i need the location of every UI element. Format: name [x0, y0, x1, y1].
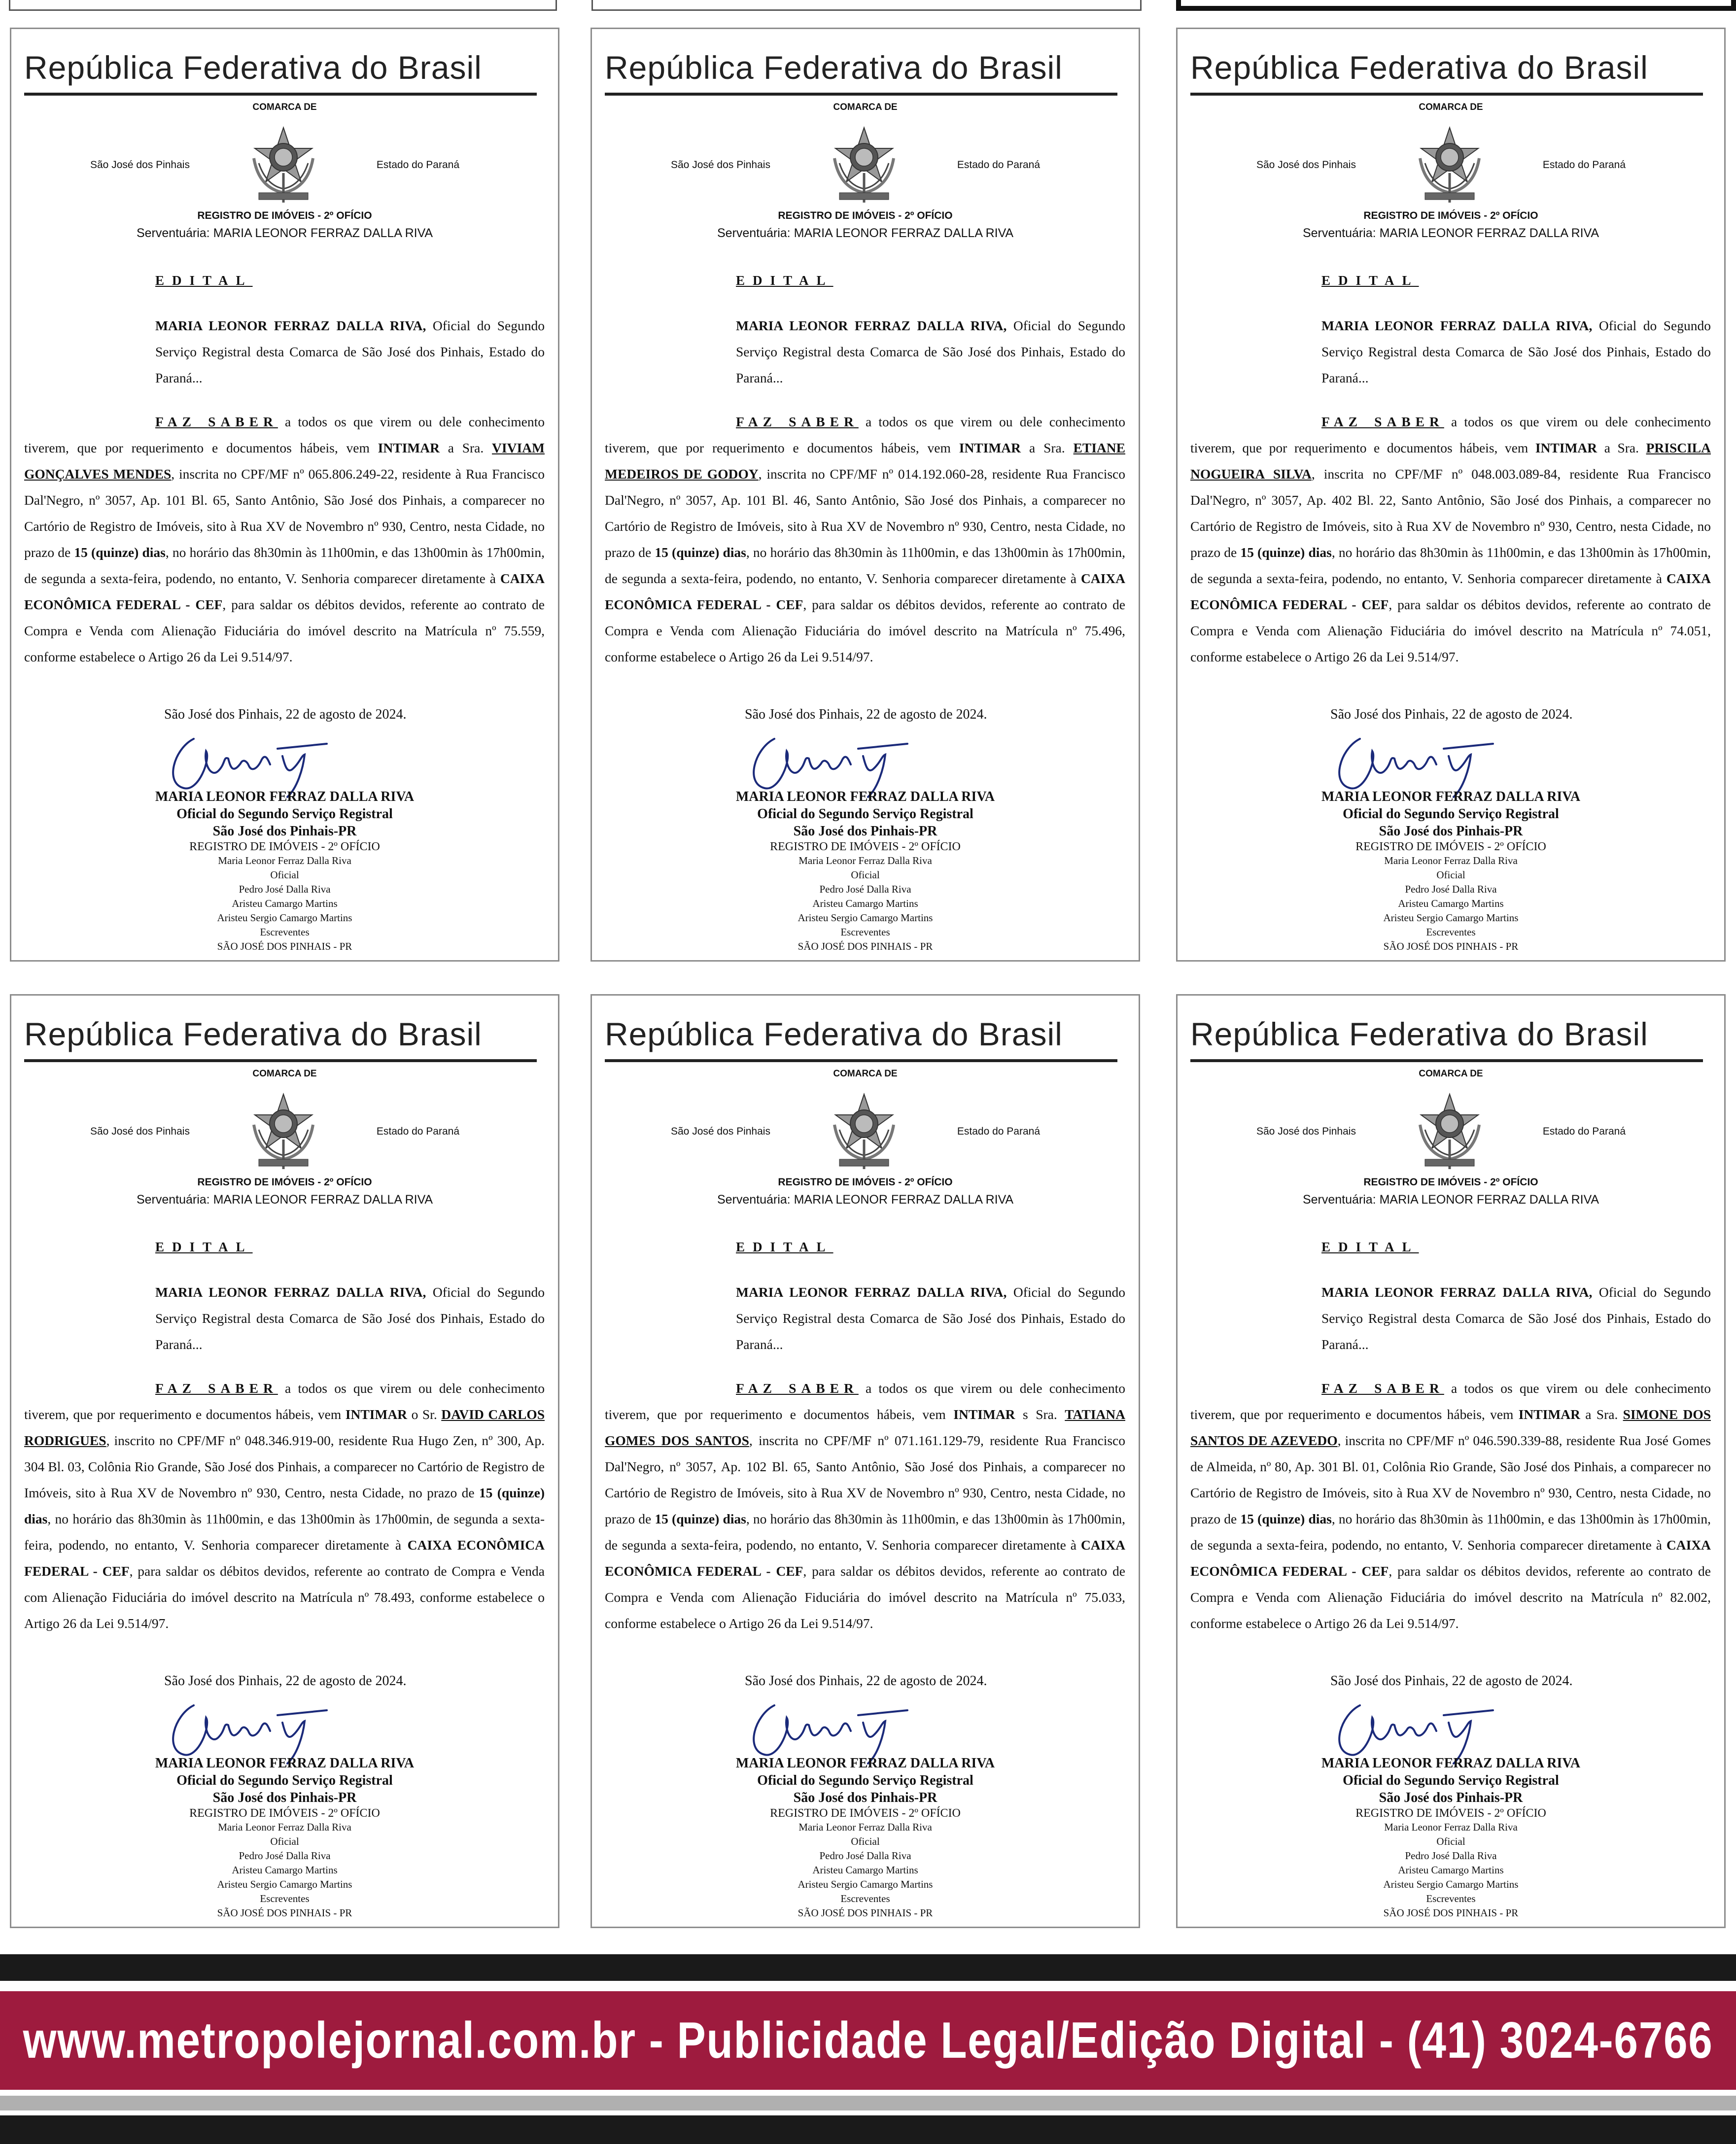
recipient-name: VIVIAM GONÇALVES MENDES	[24, 440, 545, 482]
registry-label: REGISTRO DE IMÓVEIS - 2º OFÍCIO	[778, 210, 953, 221]
notice-date: São José dos Pinhais, 22 de agosto de 2024.	[745, 707, 987, 722]
intro-text: Oficial do Segundo Serviço Registral desta Comarca de São José dos Pinhais, Estado do Paraná...	[155, 1284, 545, 1352]
footer-dark-band	[0, 1954, 1736, 1981]
stamp-line: Maria Leonor Ferraz Dalla Riva	[799, 1821, 932, 1833]
edital-notice	[1176, 994, 1726, 1928]
stamp-line: Pedro José Dalla Riva	[819, 1850, 911, 1862]
stamp-line: Escreventes	[260, 1893, 310, 1904]
edital-heading: EDITAL	[1321, 1240, 1419, 1254]
stamp-line: Aristeu Sergio Camargo Martins	[217, 912, 352, 924]
notice-body	[24, 1375, 545, 1636]
recipient-name: PRISCILA NOGUEIRA SILVA	[1190, 440, 1711, 482]
edital-heading: EDITAL	[155, 273, 253, 288]
intimar-word: INTIMAR	[345, 1407, 408, 1422]
deadline: 15 (quinze) dias	[1240, 1511, 1332, 1526]
signer-title: Oficial do Segundo Serviço Registral	[1343, 1773, 1559, 1788]
city-label: São José dos Pinhais	[1256, 159, 1356, 171]
intimar-word: INTIMAR	[1518, 1407, 1580, 1422]
notice-date: São José dos Pinhais, 22 de agosto de 2024.	[1330, 1673, 1573, 1689]
city-label: São José dos Pinhais	[671, 159, 770, 171]
signer-title: Oficial do Segundo Serviço Registral	[1343, 806, 1559, 822]
recipient-details: , inscrita no CPF/MF nº 014.192.060-28, residente Rua Francisco Dal'Negro, nº 3057, Ap. 101 Bl. 46, Santo Antônio, São José dos Pinhais	[605, 466, 1125, 508]
stamp-line: Oficial	[270, 869, 299, 881]
stamp-line: SÃO JOSÉ DOS PINHAIS - PR	[798, 1907, 933, 1919]
intro-paragraph	[736, 1279, 1125, 1357]
body-text-1: a todos os que virem ou dele conhecimento tiverem, que por requerimento e documentos hábeis, vem	[24, 414, 545, 455]
comarca-label: COMARCA DE	[833, 102, 898, 112]
official-name: MARIA LEONOR FERRAZ DALLA RIVA,	[1321, 318, 1593, 333]
signer-title: Oficial do Segundo Serviço Registral	[757, 806, 973, 822]
republic-title: República Federativa do Brasil	[605, 1016, 1063, 1052]
serventuaria-label: Serventuária: MARIA LEONOR FERRAZ DALLA RIVA	[1302, 226, 1599, 240]
stamp-line: Oficial	[270, 1835, 299, 1847]
bank-name: CAIXA ECONÔMICA FEDERAL - CEF	[24, 1537, 545, 1579]
deadline: 15 (quinze) dias	[1240, 545, 1332, 560]
signature-block	[592, 1755, 1139, 1920]
stamp-line: SÃO JOSÉ DOS PINHAIS - PR	[217, 940, 352, 952]
comarca-label: COMARCA DE	[252, 102, 317, 112]
signer-city: São José dos Pinhais-PR	[1379, 1790, 1523, 1805]
edital-notice	[590, 28, 1140, 962]
comarca-label: COMARCA DE	[1419, 102, 1483, 112]
stamp-line: Aristeu Sergio Camargo Martins	[1383, 912, 1519, 924]
intro-text: Oficial do Segundo Serviço Registral desta Comarca de São José dos Pinhais, Estado do Paraná...	[1321, 1284, 1711, 1352]
faz-saber: FAZ SABER	[155, 414, 278, 429]
signature	[1330, 729, 1508, 798]
state-label: Estado do Paraná	[957, 159, 1040, 171]
edital-notice	[590, 994, 1140, 1928]
recipient-details: , inscrita no CPF/MF nº 046.590.339-88, residente Rua José Gomes de Almeida, nº 80, Ap. 301 Bl. 01, Colônia Rio Grande, São José dos Pinhais	[1190, 1433, 1711, 1474]
stamp-line: Aristeu Camargo Martins	[1398, 898, 1504, 909]
body-text-1: a todos os que virem ou dele conhecimento tiverem, que por requerimento e documentos hábeis, vem	[24, 1381, 545, 1422]
deadline: 15 (quinze) dias	[24, 1485, 545, 1526]
recipient-name: SIMONE DOS SANTOS DE AZEVEDO	[1190, 1407, 1711, 1448]
body-text-1: a todos os que virem ou dele conhecimento tiverem, que por requerimento e documentos hábeis, vem	[1190, 414, 1711, 455]
registry-label: REGISTRO DE IMÓVEIS - 2º OFÍCIO	[197, 210, 372, 221]
intimar-word: INTIMAR	[953, 1407, 1015, 1422]
body-text-4: , para saldar os débitos devidos, referente ao contrato de Compra e Venda com Alienação Fiduciária do imóvel descrito na Matrícula nº	[1190, 597, 1711, 638]
intro-paragraph	[1321, 1279, 1711, 1357]
body-text-2: , a comparecer no Cartório de Registro de Imóveis, sito à Rua XV de Novembro nº 930, Centro, nesta Cidade, no prazo de	[24, 1459, 545, 1500]
edital-notice	[10, 994, 559, 1928]
brazil-coat-of-arms-icon	[820, 124, 908, 207]
brazil-coat-of-arms-icon	[1405, 124, 1494, 207]
brazil-coat-of-arms-icon	[820, 1090, 908, 1174]
stamp-line: REGISTRO DE IMÓVEIS - 2º OFÍCIO	[1355, 1807, 1546, 1820]
comarca-label: COMARCA DE	[833, 1069, 898, 1079]
state-label: Estado do Paraná	[1542, 159, 1626, 171]
signer-name: MARIA LEONOR FERRAZ DALLA RIVA	[735, 1756, 995, 1771]
official-name: MARIA LEONOR FERRAZ DALLA RIVA,	[155, 318, 426, 333]
stamp-line: REGISTRO DE IMÓVEIS - 2º OFÍCIO	[770, 840, 961, 853]
stamp-line: Aristeu Sergio Camargo Martins	[1383, 1878, 1519, 1890]
stamp-line: Oficial	[1436, 1835, 1465, 1847]
signer-city: São José dos Pinhais-PR	[212, 1790, 357, 1805]
footer-banner	[0, 1991, 1736, 2090]
edital-heading: EDITAL	[1321, 273, 1419, 288]
serventuaria-label: Serventuária: MARIA LEONOR FERRAZ DALLA RIVA	[136, 226, 433, 240]
registry-label: REGISTRO DE IMÓVEIS - 2º OFÍCIO	[778, 1176, 953, 1188]
bank-name: CAIXA ECONÔMICA FEDERAL - CEF	[605, 1537, 1125, 1579]
notice-body	[605, 1375, 1125, 1636]
state-label: Estado do Paraná	[1542, 1126, 1626, 1137]
city-label: São José dos Pinhais	[1256, 1126, 1356, 1137]
recipient-article: s Sra.	[1023, 1407, 1057, 1422]
stamp-line: Pedro José Dalla Riva	[819, 883, 911, 895]
matricula-number: 82.002	[1670, 1590, 1708, 1605]
top-frame-left	[9, 0, 557, 11]
edital-notice	[10, 28, 559, 962]
edital-heading: EDITAL	[736, 1240, 833, 1254]
city-label: São José dos Pinhais	[90, 1126, 190, 1137]
stamp-line: REGISTRO DE IMÓVEIS - 2º OFÍCIO	[189, 1807, 380, 1820]
signature	[164, 729, 342, 798]
republic-title: República Federativa do Brasil	[1190, 1016, 1648, 1052]
edital-heading: EDITAL	[736, 273, 833, 288]
bank-name: CAIXA ECONÔMICA FEDERAL - CEF	[24, 571, 545, 612]
body-text-2: , a comparecer no Cartório de Registro de Imóveis, sito à Rua XV de Novembro nº 930, Centro, nesta Cidade, no prazo de	[605, 492, 1125, 560]
bank-name: CAIXA ECONÔMICA FEDERAL - CEF	[1190, 571, 1711, 612]
stamp-line: Aristeu Camargo Martins	[1398, 1864, 1504, 1876]
intro-paragraph	[736, 312, 1125, 391]
body-text-2: , a comparecer no Cartório de Registro de Imóveis, sito à Rua XV de Novembro nº 930, Centro, nesta Cidade, no prazo de	[605, 1459, 1125, 1526]
stamp-line: SÃO JOSÉ DOS PINHAIS - PR	[217, 1907, 352, 1919]
faz-saber: FAZ SABER	[1321, 414, 1444, 429]
footer-dark-band-bottom	[0, 2115, 1736, 2144]
top-frame-middle	[591, 0, 1142, 11]
signer-city: São José dos Pinhais-PR	[212, 824, 357, 839]
signature	[745, 729, 922, 798]
stamp-line: REGISTRO DE IMÓVEIS - 2º OFÍCIO	[189, 840, 380, 853]
edital-heading: EDITAL	[155, 1240, 253, 1254]
stamp-line: Escreventes	[1426, 926, 1476, 938]
top-frame-right	[1176, 0, 1736, 11]
stamp-line: SÃO JOSÉ DOS PINHAIS - PR	[1383, 940, 1519, 952]
stamp-line: Oficial	[851, 1835, 880, 1847]
recipient-details: , inscrita no CPF/MF nº 065.806.249-22, residente à Rua Francisco Dal'Negro, nº 3057, Ap. 101 Bl. 65, Santo Antônio, São José dos Pinhais	[24, 466, 545, 508]
matricula-number: 75.496	[1084, 623, 1122, 638]
stamp-line: Aristeu Camargo Martins	[812, 898, 918, 909]
signer-name: MARIA LEONOR FERRAZ DALLA RIVA	[1321, 789, 1581, 804]
body-text-3: , no horário das 8h30min às 11h00min, e das 13h00min às 17h00min, de segunda a sexta-feira, podendo, no entanto, V. Senhoria comparecer diretamente à	[605, 1511, 1125, 1553]
body-text-3: , no horário das 8h30min às 11h00min, e das 13h00min às 17h00min, de segunda a sexta-feira, podendo, no entanto, V. Senhoria comparecer diretamente à	[605, 545, 1125, 586]
comarca-label: COMARCA DE	[1419, 1069, 1483, 1079]
matricula-number: 74.051	[1670, 623, 1708, 638]
faz-saber: FAZ SABER	[1321, 1381, 1444, 1396]
body-text-1: a todos os que virem ou dele conhecimento tiverem, que por requerimento e documentos hábeis, vem	[605, 1381, 1125, 1422]
brazil-coat-of-arms-icon	[1405, 1090, 1494, 1174]
body-text-5: , conforme estabelece o Artigo 26 da Lei 9.514/97.	[1190, 623, 1711, 664]
signature-block	[11, 788, 558, 954]
signer-city: São José dos Pinhais-PR	[793, 1790, 937, 1805]
intro-text: Oficial do Segundo Serviço Registral desta Comarca de São José dos Pinhais, Estado do Paraná...	[155, 318, 545, 385]
body-text-1: a todos os que virem ou dele conhecimento tiverem, que por requerimento e documentos hábeis, vem	[605, 414, 1125, 455]
stamp-line: Pedro José Dalla Riva	[1405, 883, 1497, 895]
recipient-name: ETIANE MEDEIROS DE GODOY	[605, 440, 1125, 482]
notice-body	[1190, 409, 1711, 670]
stamp-line: Aristeu Sergio Camargo Martins	[217, 1878, 352, 1890]
brazil-coat-of-arms-icon	[239, 1090, 328, 1174]
state-label: Estado do Paraná	[376, 159, 459, 171]
stamp-line: Escreventes	[1426, 1893, 1476, 1904]
stamp-line: Maria Leonor Ferraz Dalla Riva	[218, 855, 351, 866]
stamp-line: Pedro José Dalla Riva	[1405, 1850, 1497, 1862]
signature-block	[1178, 788, 1724, 954]
stamp-line: Maria Leonor Ferraz Dalla Riva	[799, 855, 932, 866]
recipient-article: o Sr.	[411, 1407, 437, 1422]
notice-body	[1190, 1375, 1711, 1636]
city-label: São José dos Pinhais	[671, 1126, 770, 1137]
signer-name: MARIA LEONOR FERRAZ DALLA RIVA	[735, 789, 995, 804]
registry-label: REGISTRO DE IMÓVEIS - 2º OFÍCIO	[197, 1176, 372, 1188]
matricula-number: 75.033	[1084, 1590, 1122, 1605]
signature-block	[11, 1755, 558, 1920]
body-text-2: , a comparecer no Cartório de Registro de Imóveis, sito à Rua XV de Novembro nº 930, Centro, nesta Cidade, no prazo de	[1190, 1459, 1711, 1526]
stamp-line: Escreventes	[260, 926, 310, 938]
intro-paragraph	[1321, 312, 1711, 391]
stamp-line: SÃO JOSÉ DOS PINHAIS - PR	[1383, 1907, 1519, 1919]
brazil-coat-of-arms-icon	[239, 124, 328, 207]
recipient-article: a Sra.	[1585, 1407, 1618, 1422]
stamp-line: Pedro José Dalla Riva	[239, 883, 331, 895]
stamp-line: SÃO JOSÉ DOS PINHAIS - PR	[798, 940, 933, 952]
faz-saber: FAZ SABER	[736, 414, 859, 429]
stamp-line: Aristeu Camargo Martins	[232, 898, 338, 909]
recipient-name: DAVID CARLOS RODRIGUES	[24, 1407, 545, 1448]
faz-saber: FAZ SABER	[155, 1381, 278, 1396]
signer-title: Oficial do Segundo Serviço Registral	[176, 806, 393, 822]
body-text-3: , no horário das 8h30min às 11h00min, e das 13h00min às 17h00min, de segunda a sexta-feira, podendo, no entanto, V. Senhoria comparecer diretamente à	[1190, 545, 1711, 586]
body-text-2: , a comparecer no Cartório de Registro de Imóveis, sito à Rua XV de Novembro nº 930, Centro, nesta Cidade, no prazo de	[24, 492, 545, 560]
city-label: São José dos Pinhais	[90, 159, 190, 171]
intimar-word: INTIMAR	[1535, 440, 1597, 455]
notice-date: São José dos Pinhais, 22 de agosto de 2024.	[164, 707, 407, 722]
body-text-4: , para saldar os débitos devidos, referente ao contrato de Compra e Venda com Alienação Fiduciária do imóvel descrito na Matrícula nº	[605, 1563, 1125, 1605]
deadline: 15 (quinze) dias	[655, 545, 746, 560]
title-rule	[605, 1059, 1117, 1062]
stamp-line: Oficial	[1436, 869, 1465, 881]
body-text-5: , conforme estabelece o Artigo 26 da Lei 9.514/97.	[24, 623, 545, 664]
footer-gray-band	[0, 2096, 1736, 2110]
body-text-5: , conforme estabelece o Artigo 26 da Lei 9.514/97.	[605, 623, 1125, 664]
stamp-line: Oficial	[851, 869, 880, 881]
signer-title: Oficial do Segundo Serviço Registral	[757, 1773, 973, 1788]
signature	[164, 1695, 342, 1764]
recipient-article: a Sra.	[448, 440, 484, 455]
stamp-line: REGISTRO DE IMÓVEIS - 2º OFÍCIO	[1355, 840, 1546, 853]
title-rule	[605, 93, 1117, 96]
serventuaria-label: Serventuária: MARIA LEONOR FERRAZ DALLA RIVA	[136, 1193, 433, 1207]
republic-title: República Federativa do Brasil	[1190, 49, 1648, 86]
edital-notice	[1176, 28, 1726, 962]
body-text-3: , no horário das 8h30min às 11h00min, e das 13h00min às 17h00min, de segunda a sexta-feira, podendo, no entanto, V. Senhoria comparecer diretamente à	[1190, 1511, 1711, 1553]
stamp-line: Escreventes	[840, 1893, 890, 1904]
serventuaria-label: Serventuária: MARIA LEONOR FERRAZ DALLA RIVA	[717, 1193, 1014, 1207]
body-text-4: , para saldar os débitos devidos, referente ao contrato de Compra e Venda com Alienação Fiduciária do imóvel descrito na Matrícula nº	[24, 597, 545, 638]
recipient-details: , inscrita no CPF/MF nº 071.161.129-79, residente Rua Francisco Dal'Negro, nº 3057, Ap. 102 Bl. 65, Santo Antônio, São José dos Pinhais	[605, 1433, 1125, 1474]
bank-name: CAIXA ECONÔMICA FEDERAL - CEF	[1190, 1537, 1711, 1579]
stamp-line: Aristeu Camargo Martins	[232, 1864, 338, 1876]
footer-banner-text: www.metropolejornal.com.br - Publicidade Legal/Edição Digital - (41) 3024-6766	[23, 2011, 1713, 2069]
deadline: 15 (quinze) dias	[74, 545, 166, 560]
stamp-line: Maria Leonor Ferraz Dalla Riva	[1384, 855, 1518, 866]
deadline: 15 (quinze) dias	[655, 1511, 746, 1526]
intro-paragraph	[155, 1279, 545, 1357]
notice-body	[605, 409, 1125, 670]
registry-label: REGISTRO DE IMÓVEIS - 2º OFÍCIO	[1363, 210, 1538, 221]
faz-saber: FAZ SABER	[736, 1381, 859, 1396]
stamp-line: Aristeu Sergio Camargo Martins	[798, 1878, 933, 1890]
body-text-1: a todos os que virem ou dele conhecimento tiverem, que por requerimento e documentos hábeis, vem	[1190, 1381, 1711, 1422]
stamp-line: Maria Leonor Ferraz Dalla Riva	[1384, 1821, 1518, 1833]
signer-name: MARIA LEONOR FERRAZ DALLA RIVA	[155, 789, 415, 804]
body-text-4: , para saldar os débitos devidos, referente ao contrato de Compra e Venda com Alienação Fiduciária do imóvel descrito na Matrícula nº	[1190, 1563, 1711, 1605]
signer-name: MARIA LEONOR FERRAZ DALLA RIVA	[155, 1756, 415, 1771]
bank-name: CAIXA ECONÔMICA FEDERAL - CEF	[605, 571, 1125, 612]
body-text-5: , conforme estabelece o Artigo 26 da Lei 9.514/97.	[1190, 1590, 1711, 1631]
signature-block	[592, 788, 1139, 954]
intro-paragraph	[155, 312, 545, 391]
title-rule	[24, 1059, 537, 1062]
notice-date: São José dos Pinhais, 22 de agosto de 2024.	[164, 1673, 407, 1689]
official-name: MARIA LEONOR FERRAZ DALLA RIVA,	[1321, 1284, 1593, 1300]
recipient-name: TATIANA GOMES DOS SANTOS	[605, 1407, 1125, 1448]
recipient-article: a Sra.	[1604, 440, 1639, 455]
state-label: Estado do Paraná	[957, 1126, 1040, 1137]
intro-text: Oficial do Segundo Serviço Registral desta Comarca de São José dos Pinhais, Estado do Paraná...	[1321, 318, 1711, 385]
stamp-line: REGISTRO DE IMÓVEIS - 2º OFÍCIO	[770, 1807, 961, 1820]
stamp-line: Escreventes	[840, 926, 890, 938]
notice-date: São José dos Pinhais, 22 de agosto de 2024.	[1330, 707, 1573, 722]
intimar-word: INTIMAR	[959, 440, 1021, 455]
body-text-3: , no horário das 8h30min às 11h00min, e das 13h00min às 17h00min, de segunda a sexta-feira, podendo, no entanto, V. Senhoria comparecer diretamente à	[24, 545, 545, 586]
serventuaria-label: Serventuária: MARIA LEONOR FERRAZ DALLA RIVA	[717, 226, 1014, 240]
intimar-word: INTIMAR	[378, 440, 440, 455]
republic-title: República Federativa do Brasil	[24, 1016, 482, 1052]
intro-text: Oficial do Segundo Serviço Registral desta Comarca de São José dos Pinhais, Estado do Paraná...	[736, 318, 1125, 385]
intro-text: Oficial do Segundo Serviço Registral desta Comarca de São José dos Pinhais, Estado do Paraná...	[736, 1284, 1125, 1352]
signature	[1330, 1695, 1508, 1764]
comarca-label: COMARCA DE	[252, 1069, 317, 1079]
body-text-2: , a comparecer no Cartório de Registro de Imóveis, sito à Rua XV de Novembro nº 930, Centro, nesta Cidade, no prazo de	[1190, 492, 1711, 560]
body-text-4: , para saldar os débitos devidos, referente ao contrato de Compra e Venda com Alienação Fiduciária do imóvel descrito na Matrícula nº	[605, 597, 1125, 638]
republic-title: República Federativa do Brasil	[605, 49, 1063, 86]
signer-city: São José dos Pinhais-PR	[1379, 824, 1523, 839]
body-text-3: , no horário das 8h30min às 11h00min, e das 13h00min às 17h00min, de segunda a sexta-feira, podendo, no entanto, V. Senhoria comparecer diretamente à	[24, 1511, 545, 1553]
notice-body	[24, 409, 545, 670]
registry-label: REGISTRO DE IMÓVEIS - 2º OFÍCIO	[1363, 1176, 1538, 1188]
body-text-5: , conforme estabelece o Artigo 26 da Lei 9.514/97.	[605, 1590, 1125, 1631]
title-rule	[1190, 93, 1703, 96]
body-text-5: , conforme estabelece o Artigo 26 da Lei 9.514/97.	[24, 1590, 545, 1631]
official-name: MARIA LEONOR FERRAZ DALLA RIVA,	[736, 318, 1007, 333]
serventuaria-label: Serventuária: MARIA LEONOR FERRAZ DALLA RIVA	[1302, 1193, 1599, 1207]
title-rule	[1190, 1059, 1703, 1062]
stamp-line: Aristeu Sergio Camargo Martins	[798, 912, 933, 924]
official-name: MARIA LEONOR FERRAZ DALLA RIVA,	[736, 1284, 1007, 1300]
recipient-article: a Sra.	[1029, 440, 1065, 455]
signer-name: MARIA LEONOR FERRAZ DALLA RIVA	[1321, 1756, 1581, 1771]
body-text-4: , para saldar os débitos devidos, referente ao contrato de Compra e Venda com Alienação Fiduciária do imóvel descrito na Matrícula nº	[24, 1563, 545, 1605]
notice-date: São José dos Pinhais, 22 de agosto de 2024.	[745, 1673, 987, 1689]
recipient-details: , inscrita no CPF/MF nº 048.003.089-84, residente Rua Francisco Dal'Negro, nº 3057, Ap. 402 Bl. 22, Santo Antônio, São José dos Pinhais	[1190, 466, 1711, 508]
stamp-line: Aristeu Camargo Martins	[812, 1864, 918, 1876]
recipient-details: , inscrito no CPF/MF nº 048.346.919-00, residente Rua Hugo Zen, nº 300, Ap. 304 Bl. 03, Colônia Rio Grande, São José dos Pinhais	[24, 1433, 545, 1474]
state-label: Estado do Paraná	[376, 1126, 459, 1137]
matricula-number: 78.493	[374, 1590, 412, 1605]
signer-city: São José dos Pinhais-PR	[793, 824, 937, 839]
matricula-number: 75.559	[504, 623, 542, 638]
stamp-line: Pedro José Dalla Riva	[239, 1850, 331, 1862]
signer-title: Oficial do Segundo Serviço Registral	[176, 1773, 393, 1788]
official-name: MARIA LEONOR FERRAZ DALLA RIVA,	[155, 1284, 426, 1300]
stamp-line: Maria Leonor Ferraz Dalla Riva	[218, 1821, 351, 1833]
title-rule	[24, 93, 537, 96]
signature	[745, 1695, 922, 1764]
signature-block	[1178, 1755, 1724, 1920]
republic-title: República Federativa do Brasil	[24, 49, 482, 86]
